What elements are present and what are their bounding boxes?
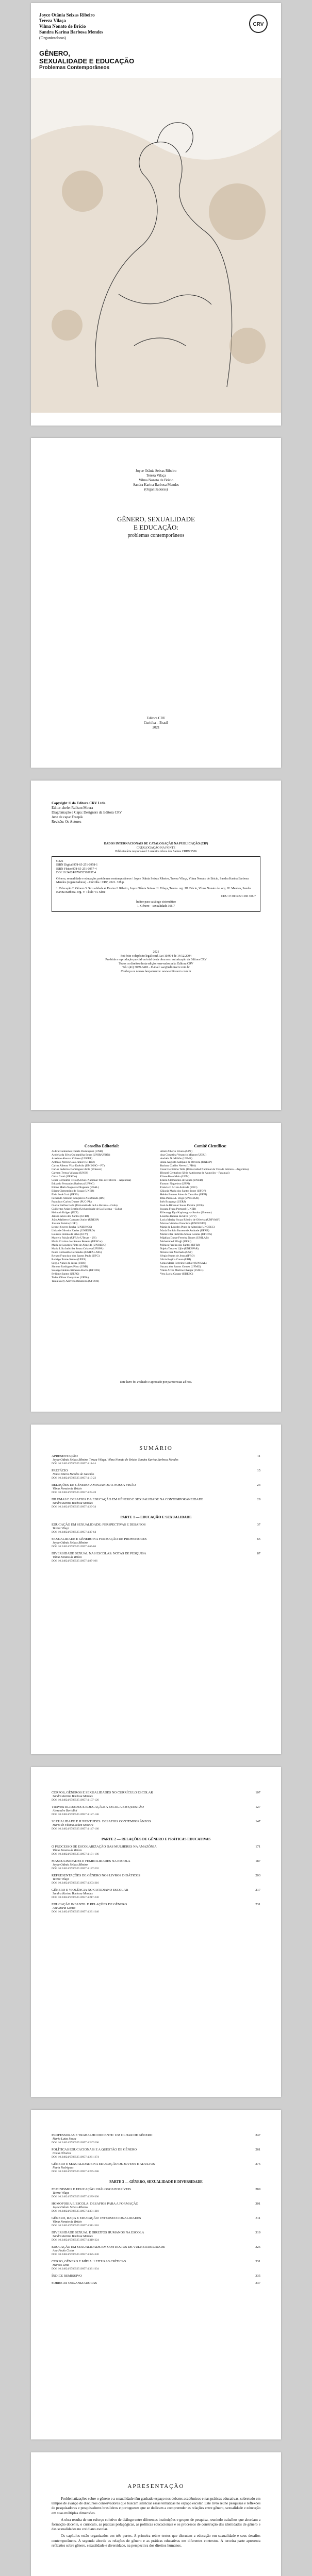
toc-entry-doi: DOI: 10.24824/978652510957.4.147-166 [52,1827,99,1831]
credit-line: Revisão: Os Autores [52,820,81,824]
council-member: Francisco Carlos Duarte (PUC-PR) [52,1200,92,1204]
editorial-board [52,1144,152,1283]
council-member: Najela Tavares Ujiie (UNESPAR) [160,1247,199,1250]
council-member: Maria Lília Imbiriba Sousa Colares (UFOPA) [52,1247,104,1250]
toc-entry-doi: DOI: 10.24824/978652510957.4.311-318 [52,2224,99,2227]
toc-entry [52,1820,260,1824]
catalog-code: G326 [56,859,63,863]
toc-entry-author: Vilma Nonato de Brício [53,1849,82,1852]
catalog-cdu: CDU 37.01:305 CDD 306.7 [221,894,256,898]
toc-entry-title: RELAÇÕES DE GÊNERO: AMPLIANDO A NOSSA VISÃO [52,1483,136,1487]
presentation [52,2483,260,2550]
council-member: Francisco Ari de Andrade (UFC) [160,1186,198,1189]
council-member: Mohammed Elhajji (UFRJ) [160,1240,191,1243]
toc-entry-title: EDUCAÇÃO EM SEXUALIDADE EM CONTEXTOS DE VULNERABILIDADE [52,2245,166,2249]
toc-entry-doi: DOI: 10.24824/978652510957.4.127-146 [52,1813,99,1816]
publisher: Editora CRV [146,716,166,720]
doi: DOI 10.24824/978652510957.4 [56,871,96,874]
council-member: José de Ribamar Sousa Pereira (UCB) [160,1204,204,1207]
contact-line: Tel.: (41) 3039-6418 – E-mail: sac@editoracrv.com.br [122,966,190,969]
toc-entry-doi: DOI: 10.24824/978652510957.4.23-28 [52,1491,96,1494]
toc-entry [52,2260,260,2264]
legal-rights: Proibida a reprodução parcial ou total desta obra sem autorização da Editora CRV [105,958,207,961]
council-member: Maria de Lourdes Pinto de Almeida (UNOESC) [52,1244,106,1247]
toc-entry-title: CORPOS, GÊNEROS E SEXUALIDADES NO CURRÍCULO ESCOLAR [52,1791,153,1794]
toc-entry-author: Paula Rodrigues [53,2166,74,2170]
toc-page-3 [31,2110,281,2439]
council-member: Elizeu Clementino de Souza (UNEB) [52,1190,94,1193]
council-member: Míghian Danae Ferreira Nunes (UNILAB) [160,1236,209,1240]
cover-author: Sandra Karina Barbosa Mendes [39,29,104,35]
council-member: Cesar Gerónimo Tello (Universidad Nacional de Três de Febrero – Argentina) [160,1168,249,1171]
catalog-body: Gênero, sexualidade e educação: problemas contemporâneos / Joyce Otânia Seixas Ribeiro, Tereza Vilaça, Vilma Nonato de Brício, Sandra Karina Barbosa Mendes (organizadoras) – Curitiba : CRV, 2021. 338 p. [56,877,249,884]
toc-entry [52,1874,260,1878]
toc-entry [52,2281,260,2285]
toc-entry-doi: DOI: 10.24824/978652510957.4.15-22 [52,1477,96,1480]
toc-entry [52,1469,260,1473]
catalog-keywords: 1. Educação 2. Gênero 3. Sexualidade 4. Ensino I. Ribeiro, Joyce Otânia Seixas. II. Vilaça, Tereza. org. III. Brício, Vilma Nonato de. org. IV. Mendes, Sandra Karina Barbosa. org. V. Título VI. Série [56,887,252,894]
toc-entry [52,2202,260,2206]
copyright-page [31,781,281,1110]
toc-entry [52,1903,260,1907]
toc-entry-page: 37 [257,1523,260,1527]
toc-entry-page: 289 [255,2188,260,2191]
credit-line: Diagramação e Capa: Designers da Editora CRV [52,810,122,815]
toc-entry-title: GÊNERO, RAÇA E EDUCAÇÃO: INTERSECCIONALIDADES [52,2216,141,2220]
cover-title-line: GÊNERO, [39,49,70,57]
council-member: Mônica Pereira dos Santos (UFRJ) [160,1244,200,1247]
cover-title-line: SEXUALIDADE E EDUCAÇÃO [39,57,135,65]
toc-entry-title: REPRESENTAÇÕES DE GÊNERO NOS LIVROS DIDÁTICOS [52,1874,140,1877]
toc-entry [52,2188,260,2192]
toc-entry-doi: DOI: 10.24824/978652510957.4.203-216 [52,1882,99,1885]
toc-entry-author: Joyce Otânia Seixas Ribeiro, Tereza Vilaça, Vilma Nonato de Brício, Sandra Karina Barbosa Mendes [53,1459,178,1462]
title-page-imprint [52,716,260,730]
review-note: Este livro foi avaliado e aprovado por pareceristas ad hoc. [120,1381,192,1384]
table-of-contents-cont [52,1788,260,1914]
council-member: Elizeu Clementino de Souza (UNEB) [160,1179,203,1182]
scientific-committee-title: Comitê Científico: [194,1144,227,1148]
council-member: Maria de Lourdes Pinto de Almeida (UNOESC) [160,1226,215,1229]
toc-entry-page: 261 [255,2148,260,2151]
legal-deposit: Foi feito o depósito legal conf. Lei 10.994 de 14/12/2004 [120,954,192,958]
toc-entry [52,2231,260,2235]
toc-entry-page: 29 [257,1498,260,1501]
toc-entry [52,1454,260,1459]
toc-entry-doi: DOI: 10.24824/978652510957.4.65-86 [52,1545,96,1548]
council-member: Guillermo Arias Beatón (Universidade de La Havana – Cuba) [52,1208,122,1211]
toc-entry-page: 171 [255,1845,260,1849]
toc-entry-page: 335 [255,2274,260,2278]
year: 2021 [152,725,160,730]
toc-entry-author: Maria Luiza Souza [53,2138,76,2141]
council-member: Nilson José Machado (USP) [160,1251,192,1254]
author: Sandra Karina Barbosa Mendes [133,483,179,487]
toc-entry-author: Ana Maria Gomes [53,1907,76,1910]
title-page-subtitle: problemas contemporâneos [127,533,185,538]
toc-entry-title: EDUCAÇÃO EM SEXUALIDADE: PERSPECTIVAS E DESAFIOS [52,1523,146,1527]
council-member: Sonia Maria Ferreira Koehler (UNISAL) [160,1262,207,1265]
toc-entry-doi: DOI: 10.24824/978652510957.4.11-14 [52,1462,96,1465]
site-line: Conheça os nossos lançamentos: www.editoracrv.com.br [121,970,191,973]
toc-heading: SUMÁRIO [139,1445,173,1451]
council-member: Barbara Coelho Neves (UFBA) [160,1164,196,1167]
svg-text:CRV: CRV [253,22,264,27]
toc-entry-page: 15 [257,1469,260,1472]
toc-entry-title: DIVERSIDADE SEXUAL E DIREITOS HUMANOS NA ESCOLA [52,2231,144,2234]
toc-entry [52,1498,260,1502]
title-page [31,438,281,768]
toc-entry [52,1791,260,1795]
toc-entry-doi: DOI: 10.24824/978652510957.4.231-246 [52,1910,99,1913]
council-member: Ana Chrystina Venancio Mignot (UERJ) [160,1154,206,1157]
author: Joyce Otânia Seixas Ribeiro [135,469,177,473]
toc-entry-page: 337 [255,2281,260,2285]
toc-entry-title: EDUCAÇÃO INFANTIL E RELAÇÕES DE GÊNERO [52,1903,127,1906]
toc-entry [52,1805,260,1809]
toc-entry [52,1552,260,1556]
toc-entry-author: Tereza Vilaça [53,1878,70,1881]
catalog-card [52,842,260,912]
council-member: Marcos Vinicius Francisco (UNOESTE) [160,1222,206,1225]
toc-entry-title: PREFÁCIO [52,1469,68,1472]
toc-entry-doi: DOI: 10.24824/978652510957.4.325-330 [52,2253,99,2256]
table-of-contents [52,1445,260,1563]
toc-entry-title: MASCULINIDADES E FEMINILIDADES NA ESCOLA [52,1859,130,1863]
toc-entry-doi: DOI: 10.24824/978652510957.4.217-230 [52,1896,99,1899]
toc-entry [52,2216,260,2221]
council-member: Silvia Regina Canan (URI) [160,1258,191,1261]
toc-entry-doi: DOI: 10.24824/978652510957.4.289-300 [52,2195,99,2198]
toc-entry-title: PROFESSORAS E TRABALHO DOCENTE: UM OLHAR DE GÊNERO [52,2133,153,2137]
paragraph: A obra resulta de um esforço coletivo de diálogo entre diferentes instituições e grupos de pesquisa, reunindo trabalhos que abordam a formação docente, o currículo, as práticas pedagógicas, as políticas educacionais e os processos de construção das identidades de gênero e das sexualidades no cotidiano escolar. [52,2517,260,2532]
toc-entry [52,1888,260,1892]
title-page-title [52,515,260,540]
toc-entry [52,2162,260,2166]
toc-entry-page: 217 [255,1888,260,1892]
council-member: Maria Eurácia Barreto de Andrade (UFRB) [160,1229,209,1232]
copyright-credits [52,801,260,824]
toc-entry-author: Vilma Nonato de Brício [53,1556,82,1559]
toc-entry-doi: DOI: 10.24824/978652510957.4.37-64 [52,1531,96,1534]
toc-entry-author: Tereza Vilaça [53,1527,70,1530]
council-member: Vânia Alves Martins Chaigar (FURG) [160,1269,204,1272]
toc-entry-page: 127 [255,1805,260,1809]
part-heading: PARTE 2 — RELAÇÕES DE GÊNERO E PRÁTICAS EDUCATIVAS [101,1837,211,1841]
presentation-heading: APRESENTAÇÃO [127,2483,185,2489]
council-member: Fauston Negreiros (UFPI) [160,1182,190,1185]
toc-entry-author: Carla Oliveira [53,2152,71,2155]
cover-illustration [31,78,281,413]
council-member: Josania Portela (UFPI) [52,1222,78,1225]
toc-entry-author: Marcos Lima [53,2264,69,2267]
council-member: Ilma Passos A. Veiga (UNICEUB) [160,1197,200,1200]
city: Curitiba – Brasil [144,721,168,725]
council-member: Cesar Gerónimo Tello (Univer. Nacional Três de Febrero – Argentina) [52,1179,132,1182]
council-member: Sérgio Nunes de Jesus (IFRO) [160,1255,195,1258]
council-member: Eduardo Fernandes Barbosa (UFMG) [52,1182,94,1185]
council-member: Leonel Severo Rocha (UNISINOS) [52,1226,92,1229]
cover-author: Joyce Otânia Seixas Ribeiro [39,12,95,18]
toc-entry-page: 319 [255,2231,260,2234]
legal-rights-2: Todos os direitos desta edição reservados pela: Editora CRV [119,962,193,965]
toc-entry [52,2133,260,2138]
presentation-page-1 [31,2452,281,2576]
toc-entry-doi: DOI: 10.24824/978652510957.4.261-274 [52,2156,99,2159]
council-member: Fernando Antônio Gonçalves Alcoforado (IPB) [52,1197,106,1200]
toc-entry [52,1845,260,1849]
role: (Organizadoras) [144,487,168,492]
council-member: Renato Francisco dos Santos Paula (UFG) [52,1255,100,1258]
toc-entry-title: GÊNERO E VIOLÊNCIA NO COTIDIANO ESCOLAR [52,1888,128,1892]
toc-entry-page: 231 [255,1903,260,1906]
toc-entry-author: Alexandre Bortolini [53,1809,77,1812]
toc-entry-doi: DOI: 10.24824/978652510957.4.187-202 [52,1867,99,1870]
title-line: GÊNERO, SEXUALIDADE [117,515,195,523]
toc-entry-title: SEXUALIDADE E JUVENTUDES: DESAFIOS CONTEMPORÂNEOS [52,1820,151,1823]
council-member: Vera Lucia Gaspar (UDESC) [160,1273,193,1276]
toc-entry-page: 325 [255,2245,260,2249]
toc-entry [52,2245,260,2249]
council-member: Elione Maria Nogueira Diogenes (UFAL) [52,1186,99,1189]
author: Tereza Vilaça [146,473,166,478]
council-member: João Adalberto Campato Junior (UNESP) [52,1218,99,1222]
council-member: Sydione Santos (UEPG) [52,1273,79,1276]
council-member: Antônio Pereira Gaio Júnior (UFRRJ) [52,1161,95,1164]
cover-title [39,49,134,65]
scientific-committee [160,1144,261,1283]
toc-entry-title: CORPO, GÊNERO E MÍDIA: LEITURAS CRÍTICAS [52,2260,126,2263]
part-heading: PARTE 1 — EDUCAÇÃO E SEXUALIDADE [120,1515,192,1519]
toc-entry-title: HOMOFOBIA E ESCOLA: DESAFIOS PARA A FORMAÇÃO [52,2202,139,2206]
catalog-box [52,856,260,912]
council-member: Helmuth Krüger (UCP) [52,1211,78,1214]
council-member: Maria Lília Imbiriba Sousa Colares (UFOPA) [160,1233,212,1236]
toc-entry [52,2148,260,2152]
council-member: Anselmo Alencar Colares (UFOPA) [52,1157,93,1160]
legal-notice [52,951,260,974]
copyright-line: Copyright © da Editora CRV Ltda. [52,801,106,805]
council-member: Jailson Alves dos Santos (UFRJ) [52,1215,89,1218]
toc-entry-doi: DOI: 10.24824/978652510957.4.331-334 [52,2267,99,2270]
toc-entry-author: Ana Paula Costa [53,2249,74,2252]
toc-entry-page: 187 [255,1859,260,1863]
table-of-contents-cont [52,2130,260,2285]
toc-entry-title: POLÍTICAS EDUCACIONAIS E A QUESTÃO DE GÊNERO [52,2148,137,2151]
toc-entry-author: Neusa Maria Mendes de Gusmão [53,1473,94,1476]
cover-authors [39,12,103,41]
council-member: Celso Conti (UFSCar) [52,1175,77,1178]
council-member: Gloria Fariñas León (Universidade de La Havana – Cuba) [52,1204,118,1207]
isbn-digital: ISBN Digital 978-65-251-0958-1 [56,863,98,867]
catalog-subtitle: CATALOGAÇÃO NA FONTE [136,846,176,850]
toc-entry-page: 203 [255,1874,260,1877]
toc-entry [52,1523,260,1527]
paragraph: Problematizações sobre o gênero e a sexualidade têm ganhado espaço nos debates acadêmicos e nas práticas educativas, sobretudo em tempos de avanço de discursos conservadores que buscam silenciar essas temáticas no espaço escolar. Este livro reúne pesquisas e reflexões de pesquisadoras e pesquisadores brasileiros e portugueses que se dedicam a compreender as relações entre gênero, sexualidade e educação em suas múltiplas dimensões. [52,2497,260,2515]
council-member: Lourdes Helena da Silva (UFV) [160,1215,196,1218]
index-title: Índice para catálogo sistemático [136,901,176,904]
toc-entry-author: Maria de Fátima Salum Moreira [53,1824,93,1827]
legal-year: 2021 [153,951,159,954]
editorial-board-title: Conselho Editorial: [84,1144,119,1148]
title-line: E EDUCAÇÃO: [133,523,179,531]
council-member: Simone Rodrigues Pinto (UNB) [52,1265,88,1268]
toc-entry-page: 301 [255,2202,260,2206]
toc-entry-author: Vilma Nonato de Brício [53,2221,82,2224]
council-member: Inês Bragança (UERJ) [160,1200,186,1204]
toc-entry-author: Sandra Karina Barbosa Mendes [53,1795,93,1798]
council-member: Carlos Alberto Vilar Estêvão (UMINHO – PT) [52,1164,105,1167]
isbn-print: ISBN Físico 978-65-251-0957-4 [56,867,97,871]
paragraph: Os capítulos estão organizados em três partes. A primeira reúne textos que discutem a educação em sexualidade e seus desafios contemporâneos. A segunda aborda as relações de gênero e as práticas educativas em diferentes contextos. A terceira parte apresenta reflexões sobre gênero, sexualidade e diversidade, na perspectiva dos direitos humanos. [52,2534,260,2548]
credit-line: Editor-chefe: Railson Moura [52,806,93,810]
council-member: Rodrigo Pratte-Santos (UFES) [52,1258,87,1261]
council-member: Lucia Marisy Souza Ribeiro de Oliveira (UNIVASF) [160,1218,220,1222]
toc-entry-author: Tereza Vilaça [53,2192,70,2195]
toc-entry-doi: DOI: 10.24824/978652510957.4.107-126 [52,1799,99,1802]
toc-entry-author: Sandra Karina Barbosa Mendes [53,1892,93,1895]
council-member: Andréia N. Militão (UEMS) [160,1157,192,1160]
toc-entry-author: Joyce Otânia Seixas Ribeiro [53,1541,88,1545]
catalog-librarian: Bibliotecária responsável: Luzenira Alves dos Santos CRB9/1506 [115,850,197,853]
council-member: Marcelo Paixão (UFRJ e UTexas – US) [52,1236,96,1240]
title-page-authors [52,469,260,492]
toc-entry-page: 11 [257,1454,260,1458]
council-member: Anna Augusta Sampaio de Oliveira (UNESP) [160,1161,212,1164]
council-member: Eliane Rose Maio (UEM) [160,1175,190,1178]
council-columns [52,1144,260,1283]
toc-entry-doi: DOI: 10.24824/978652510957.4.29-34 [52,1505,96,1509]
council-member: Lourdes Helena da Silva (UFV) [52,1233,88,1236]
council-member: Kilwangy Kya Kapitango-a-Samba (Unemat) [160,1211,212,1214]
council-member: Élsio José Corá (UFFS) [52,1193,79,1196]
toc-entry-title: O PROCESSO DE ESCOLARIZAÇÃO DAS MULHERES NA AMAZÔNIA [52,1845,157,1849]
council-page [31,1123,281,1412]
council-member: Diosnel Centurion (Univ Autónoma de Asunción – Paraguai) [160,1172,229,1175]
cover-author: Vilma Nonato de Brício [39,24,86,29]
council-member: Carlos Federico Dominguez Avila (Unieuro) [52,1168,102,1171]
toc-entry-page: 311 [255,2216,260,2220]
author: Vilma Nonato de Brício [138,478,174,482]
toc-entry-author: Joyce Otânia Seixas Ribeiro [53,1863,88,1867]
toc-entry-doi: DOI: 10.24824/978652510957.4.319-324 [52,2239,99,2242]
toc-entry-page: 275 [255,2162,260,2166]
toc-page-2 [31,1767,281,2097]
toc-entry-page: 65 [257,1537,260,1541]
council-member: Gláucia Maria dos Santos Jorge (UFOP) [160,1190,206,1193]
council-member: Tania Suely Azevedo Brasileiro (UFOPA) [52,1280,100,1283]
toc-entry-page: 107 [255,1791,260,1794]
toc-entry-doi: DOI: 10.24824/978652510957.4.247-260 [52,2141,99,2144]
toc-entry-doi: DOI: 10.24824/978652510957.4.171-186 [52,1853,99,1856]
council-member: Sérgio Nunes de Jesus (IFRO) [52,1262,86,1265]
toc-entry-author: Sandra Karina Barbosa Mendes [53,1502,93,1505]
council-member: Paulo Romualdo Hernandes (UNIFAL-MG) [52,1251,102,1254]
council-member: Lídia de Oliveira Xavier (UNIEURO) [52,1229,95,1232]
toc-entry-page: 331 [255,2260,260,2263]
credit-line: Arte de capa: Freepik [52,815,83,819]
toc-entry [52,1483,260,1487]
toc-entry-title: APRESENTAÇÃO [52,1454,78,1458]
toc-page-1 [31,1425,281,1754]
cover-subtitle: Problemas Contemporâneos [39,65,110,71]
part-heading: PARTE 3 — GÊNERO, SEXUALIDADE E DIVERSIDADE [109,2180,203,2184]
council-member: Tadeu Oliver Gonçalves (UFPA) [52,1276,89,1279]
council-member: Jussara Fraga Portugal (UNEB) [160,1208,196,1211]
toc-entry-page: 87 [257,1552,260,1555]
council-member: Solange Helena Ximenes-Rocha (UFOPA) [52,1269,101,1272]
council-member: Maria Cristina dos Santos Bezerra (UFSCar) [52,1240,103,1243]
council-member: Carmen Tereza Velanga (UNIR) [52,1172,88,1175]
toc-entry [52,1859,260,1863]
toc-entry-doi: DOI: 10.24824/978652510957.4.87-106 [52,1560,97,1563]
council-member: Andréia da Silva Quintanilha Sousa (UNIR/UFRN) [52,1154,110,1157]
catalog-title: DADOS INTERNACIONAIS DE CATALOGAÇÃO NA PUBLICAÇÃO (CIP) [104,842,208,845]
publisher-logo-icon [248,13,269,34]
toc-entry-page: 23 [257,1483,260,1487]
toc-entry-title: TRAVESTILIDADES E EDUCAÇÃO: A ESCOLA EM QUESTÃO [52,1805,144,1809]
toc-entry-doi: DOI: 10.24824/978652510957.4.301-310 [52,2210,99,2213]
toc-entry-title: SOBRE AS ORGANIZADORAS [52,2281,97,2285]
toc-entry-title: GÊNERO E SEXUALIDADE NA EDUCAÇÃO DE JOVENS E ADULTOS [52,2162,155,2166]
toc-entry-page: 247 [255,2133,260,2137]
toc-entry [52,2274,260,2278]
toc-entry-title: DILEMAS E DESAFIOS DA EDUCAÇÃO EM GÊNERO E SEXUALIDADE NA CONTEMPORANEIDADE [52,1498,203,1501]
index-line: 1. Gênero – sexualidade 306.7 [137,904,175,908]
toc-entry [52,1537,260,1541]
toc-entry-page: 147 [255,1820,260,1823]
toc-entry-title: DIVERSIDADE SEXUAL NAS ESCOLAS: NOTAS DE PESQUISA [52,1552,146,1555]
book-cover [31,3,281,426]
toc-entry-title: FEMINISMOS E EDUCAÇÃO: DIÁLOGOS POSSÍVEIS [52,2188,131,2191]
toc-entry-author: Sandra Karina Barbosa Mendes [53,2235,93,2238]
council-member: Helder Buenos Aires de Carvalho (UFPI) [160,1193,207,1196]
cover-author: Tereza Vilaça [39,18,66,23]
council-member: Aldira Guimarães Duarte Domínguez (UNB) [52,1150,103,1153]
toc-entry-doi: DOI: 10.24824/978652510957.4.275-286 [52,2170,99,2173]
council-member: Altair Alberto Fávero (UPF) [160,1150,192,1153]
toc-entry-author: Joyce Otânia Seixas Ribeiro [53,2206,88,2209]
council-member: Suzana dos Santos Gomes (UFMG) [160,1265,201,1268]
toc-entry-title: SEXUALIDADE E GÊNERO NA FORMAÇÃO DE PROFESSORES [52,1537,147,1541]
cover-role: (Organizadoras) [39,36,66,40]
toc-entry-author: Vilma Nonato de Brício [53,1487,82,1490]
toc-entry-title: ÍNDICE REMISSIVO [52,2274,82,2278]
